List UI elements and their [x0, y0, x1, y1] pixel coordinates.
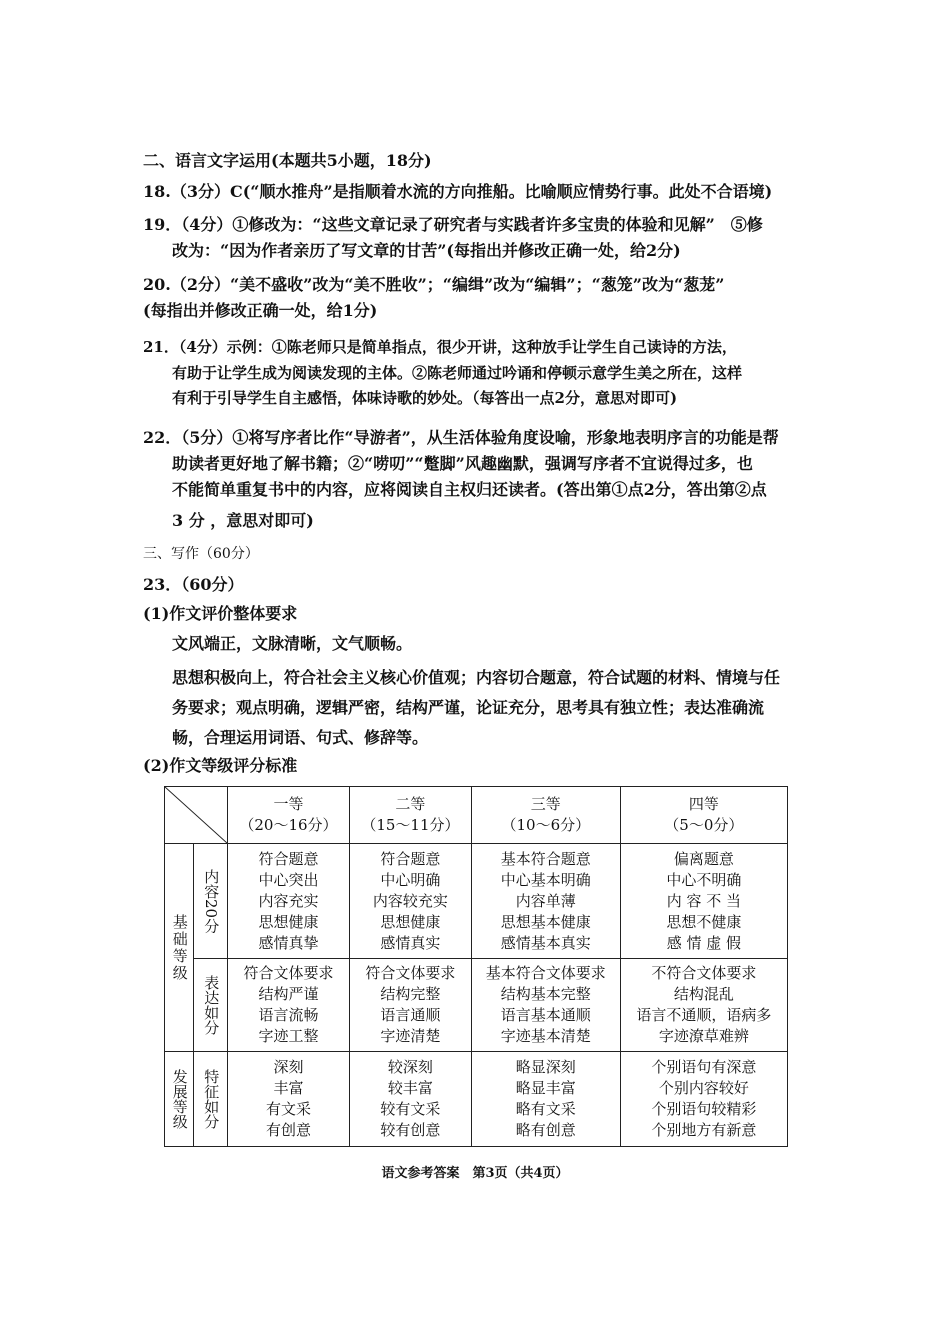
cell-line: 较有文采	[380, 1100, 441, 1118]
cell-line: 内容充实	[258, 891, 319, 910]
cell-line: 字迹工整	[258, 1027, 319, 1045]
expression-grade-4	[620, 959, 787, 1052]
category-development: 发展等级	[165, 1052, 194, 1147]
cell-line: 中心基本明确	[500, 870, 591, 889]
expression-grade-1	[228, 959, 350, 1052]
cell-line: 符合题意	[258, 849, 319, 868]
cell-line: 个别内容较好	[658, 1079, 749, 1097]
cell-line: 思想健康	[258, 912, 319, 931]
content-row	[165, 844, 788, 959]
cell-line: 字迹清楚	[380, 1027, 441, 1045]
cell-line: 符合文体要求	[243, 964, 334, 982]
cell-line: 语言流畅	[258, 1006, 319, 1024]
diagonal-line	[165, 787, 227, 843]
cell-line: 较丰富	[387, 1079, 433, 1097]
features-grade-1	[228, 1052, 350, 1147]
q20-answer-line1: 20.（2分）“美不盛收”改为“美不胜收”；“编缉”改为“编辑”；“葱笼”改为“葱茏”	[143, 275, 725, 294]
cell-line: 丰富	[273, 1079, 304, 1097]
cell-line: 二等	[395, 795, 426, 813]
cell-line: 略有创意	[515, 1121, 576, 1139]
expression-row	[165, 959, 788, 1052]
q20-answer-line2: (每指出并修改正确一处，给1分)	[143, 301, 378, 320]
cell-line: 个别语句较精彩	[651, 1100, 757, 1118]
cell-line: 字迹基本清楚	[500, 1027, 591, 1045]
requirements-title: (1)作文评价整体要求	[143, 604, 298, 623]
q22-answer-line1: 22．（5分）①将写序者比作“导游者”，从生活体验角度设喻，形象地表明序言的功能是帮	[143, 428, 779, 447]
cell-line: 不符合文体要求	[651, 964, 757, 982]
features-grade-2	[349, 1052, 471, 1147]
cell-line: 语言基本通顺	[500, 1006, 591, 1024]
cell-line: 感情基本真实	[500, 933, 591, 952]
sub-content: 内容20分	[194, 844, 228, 959]
requirement-1: 文风端正，文脉清晰，文气顺畅。	[172, 634, 413, 653]
cell-line: 字迹潦草难辨	[658, 1027, 749, 1045]
cell-line: （15～11分）	[361, 816, 460, 834]
cell-line: 思想不健康	[666, 912, 742, 931]
cell-line: 较深刻	[387, 1058, 433, 1076]
cell-line: 中心明确	[380, 870, 441, 889]
cell-line: 内 容 不 当	[666, 891, 741, 910]
cell-line: 三等	[530, 795, 561, 813]
grade-4-header	[620, 787, 787, 844]
q21-answer-line2: 有助于让学生成为阅读发现的主体。②陈老师通过吟诵和停顿示意学生美之所在，这样	[172, 364, 743, 382]
features-row	[165, 1052, 788, 1147]
cell-line: 一等	[273, 795, 304, 813]
q19-answer-line2: 改为：“因为作者亲历了写文章的甘苦”(每指出并修改正确一处，给2分)	[172, 241, 681, 260]
cell-line: 中心不明确	[666, 870, 742, 889]
cell-line: 有文采	[265, 1100, 311, 1118]
cell-line: 中心突出	[258, 870, 319, 889]
cell-line: 略显丰富	[515, 1079, 576, 1097]
cell-line: 基本符合文体要求	[485, 964, 606, 982]
grade-header-row	[165, 787, 788, 844]
content-grade-4	[620, 844, 787, 959]
grade-3-header	[471, 787, 620, 844]
q22-answer-line2: 助读者更好地了解书籍；②“唠叨”“蹩脚”风趣幽默，强调写序者不宜说得过多，也	[172, 454, 753, 473]
cell-line: 略显深刻	[515, 1058, 576, 1076]
cell-line: 符合题意	[380, 849, 441, 868]
cell-line: 感 情 虚 假	[666, 933, 741, 952]
requirement-2-line2: 务要求；观点明确，逻辑严密，结构严谨，论证充分，思考具有独立性；表达准确流	[172, 698, 765, 717]
q22-answer-line4: 3 分 ，意思对即可)	[172, 511, 314, 530]
expression-grade-2	[349, 959, 471, 1052]
content-grade-3	[471, 844, 620, 959]
cell-line: 内容较充实	[372, 891, 448, 910]
cell-line: 四等	[688, 795, 719, 813]
requirement-2-line3: 畅，合理运用词语、句式、修辞等。	[172, 728, 429, 747]
section3-title: 三、写作（60分）	[143, 546, 259, 562]
grade-1-header	[228, 787, 350, 844]
cell-line: 感情真挚	[258, 933, 319, 952]
sub-features: 特征如分	[194, 1052, 228, 1147]
cell-line: 思想健康	[380, 912, 441, 931]
requirement-2-line1: 思想积极向上，符合社会主义核心价值观；内容切合题意，符合试题的材料、情境与任	[172, 668, 781, 687]
cell-line: 基本符合题意	[500, 849, 591, 868]
standards-title: (2)作文等级评分标准	[143, 756, 298, 775]
cell-line: 较有创意	[380, 1121, 441, 1139]
cell-line: （20～16分）	[239, 816, 338, 834]
cell-line: 感情真实	[380, 933, 441, 952]
content-grade-1	[228, 844, 350, 959]
grading-table	[164, 786, 788, 1147]
cell-line: （5～0分）	[664, 816, 744, 834]
q23-heading: 23．（60分）	[143, 575, 244, 594]
grade-2-header	[349, 787, 471, 844]
cell-line: （10～6分）	[501, 816, 591, 834]
features-grade-4	[620, 1052, 787, 1147]
cell-line: 略有文采	[515, 1100, 576, 1118]
cell-line: 内容单薄	[515, 891, 576, 910]
sub-expression: 表达如分	[194, 959, 228, 1052]
features-grade-3	[471, 1052, 620, 1147]
category-basic: 基础等级	[165, 844, 194, 1052]
cell-line: 偏离题意	[673, 849, 734, 868]
cell-line: 语言不通顺，语病多	[636, 1006, 772, 1024]
cell-line: 结构混乱	[673, 985, 734, 1003]
cell-line: 思想基本健康	[500, 912, 591, 931]
cell-line: 符合文体要求	[365, 964, 456, 982]
cell-line: 有创意	[265, 1121, 311, 1139]
q19-answer-line1: 19．（4分）①修改为：“这些文章记录了研究者与实践者许多宝贵的体验和见解” ⑤修	[143, 215, 763, 234]
cell-line: 个别地方有新意	[651, 1121, 757, 1139]
q22-answer-line3: 不能简单重复书中的内容，应将阅读自主权归还读者。(答出第①点2分，答出第②点	[172, 480, 767, 499]
cell-line: 结构完整	[380, 985, 441, 1003]
q21-answer-line3: 有利于引导学生自主感悟，体味诗歌的妙处。（每答出一点2分，意思对即可)	[172, 389, 678, 407]
cell-line: 结构基本完整	[500, 985, 591, 1003]
cell-line: 个别语句有深意	[651, 1058, 757, 1076]
page-footer: 语文参考答案 第3页（共4页）	[381, 1166, 569, 1181]
cell-line: 深刻	[273, 1058, 304, 1076]
content-grade-2	[349, 844, 471, 959]
cell-line: 结构严谨	[258, 985, 319, 1003]
expression-grade-3	[471, 959, 620, 1052]
q21-answer-line1: 21．（4分）示例：①陈老师只是简单指点，很少开讲，这种放手让学生自己读诗的方法，	[143, 338, 737, 356]
q18-answer: 18.（3分）C(“顺水推舟”是指顺着水流的方向推船。比喻顺应情势行事。此处不合语境)	[143, 182, 773, 201]
diagonal-corner-cell	[165, 787, 228, 844]
cell-line: 语言通顺	[380, 1006, 441, 1024]
section2-title: 二、语言文字运用(本题共5小题，18分)	[143, 151, 432, 170]
